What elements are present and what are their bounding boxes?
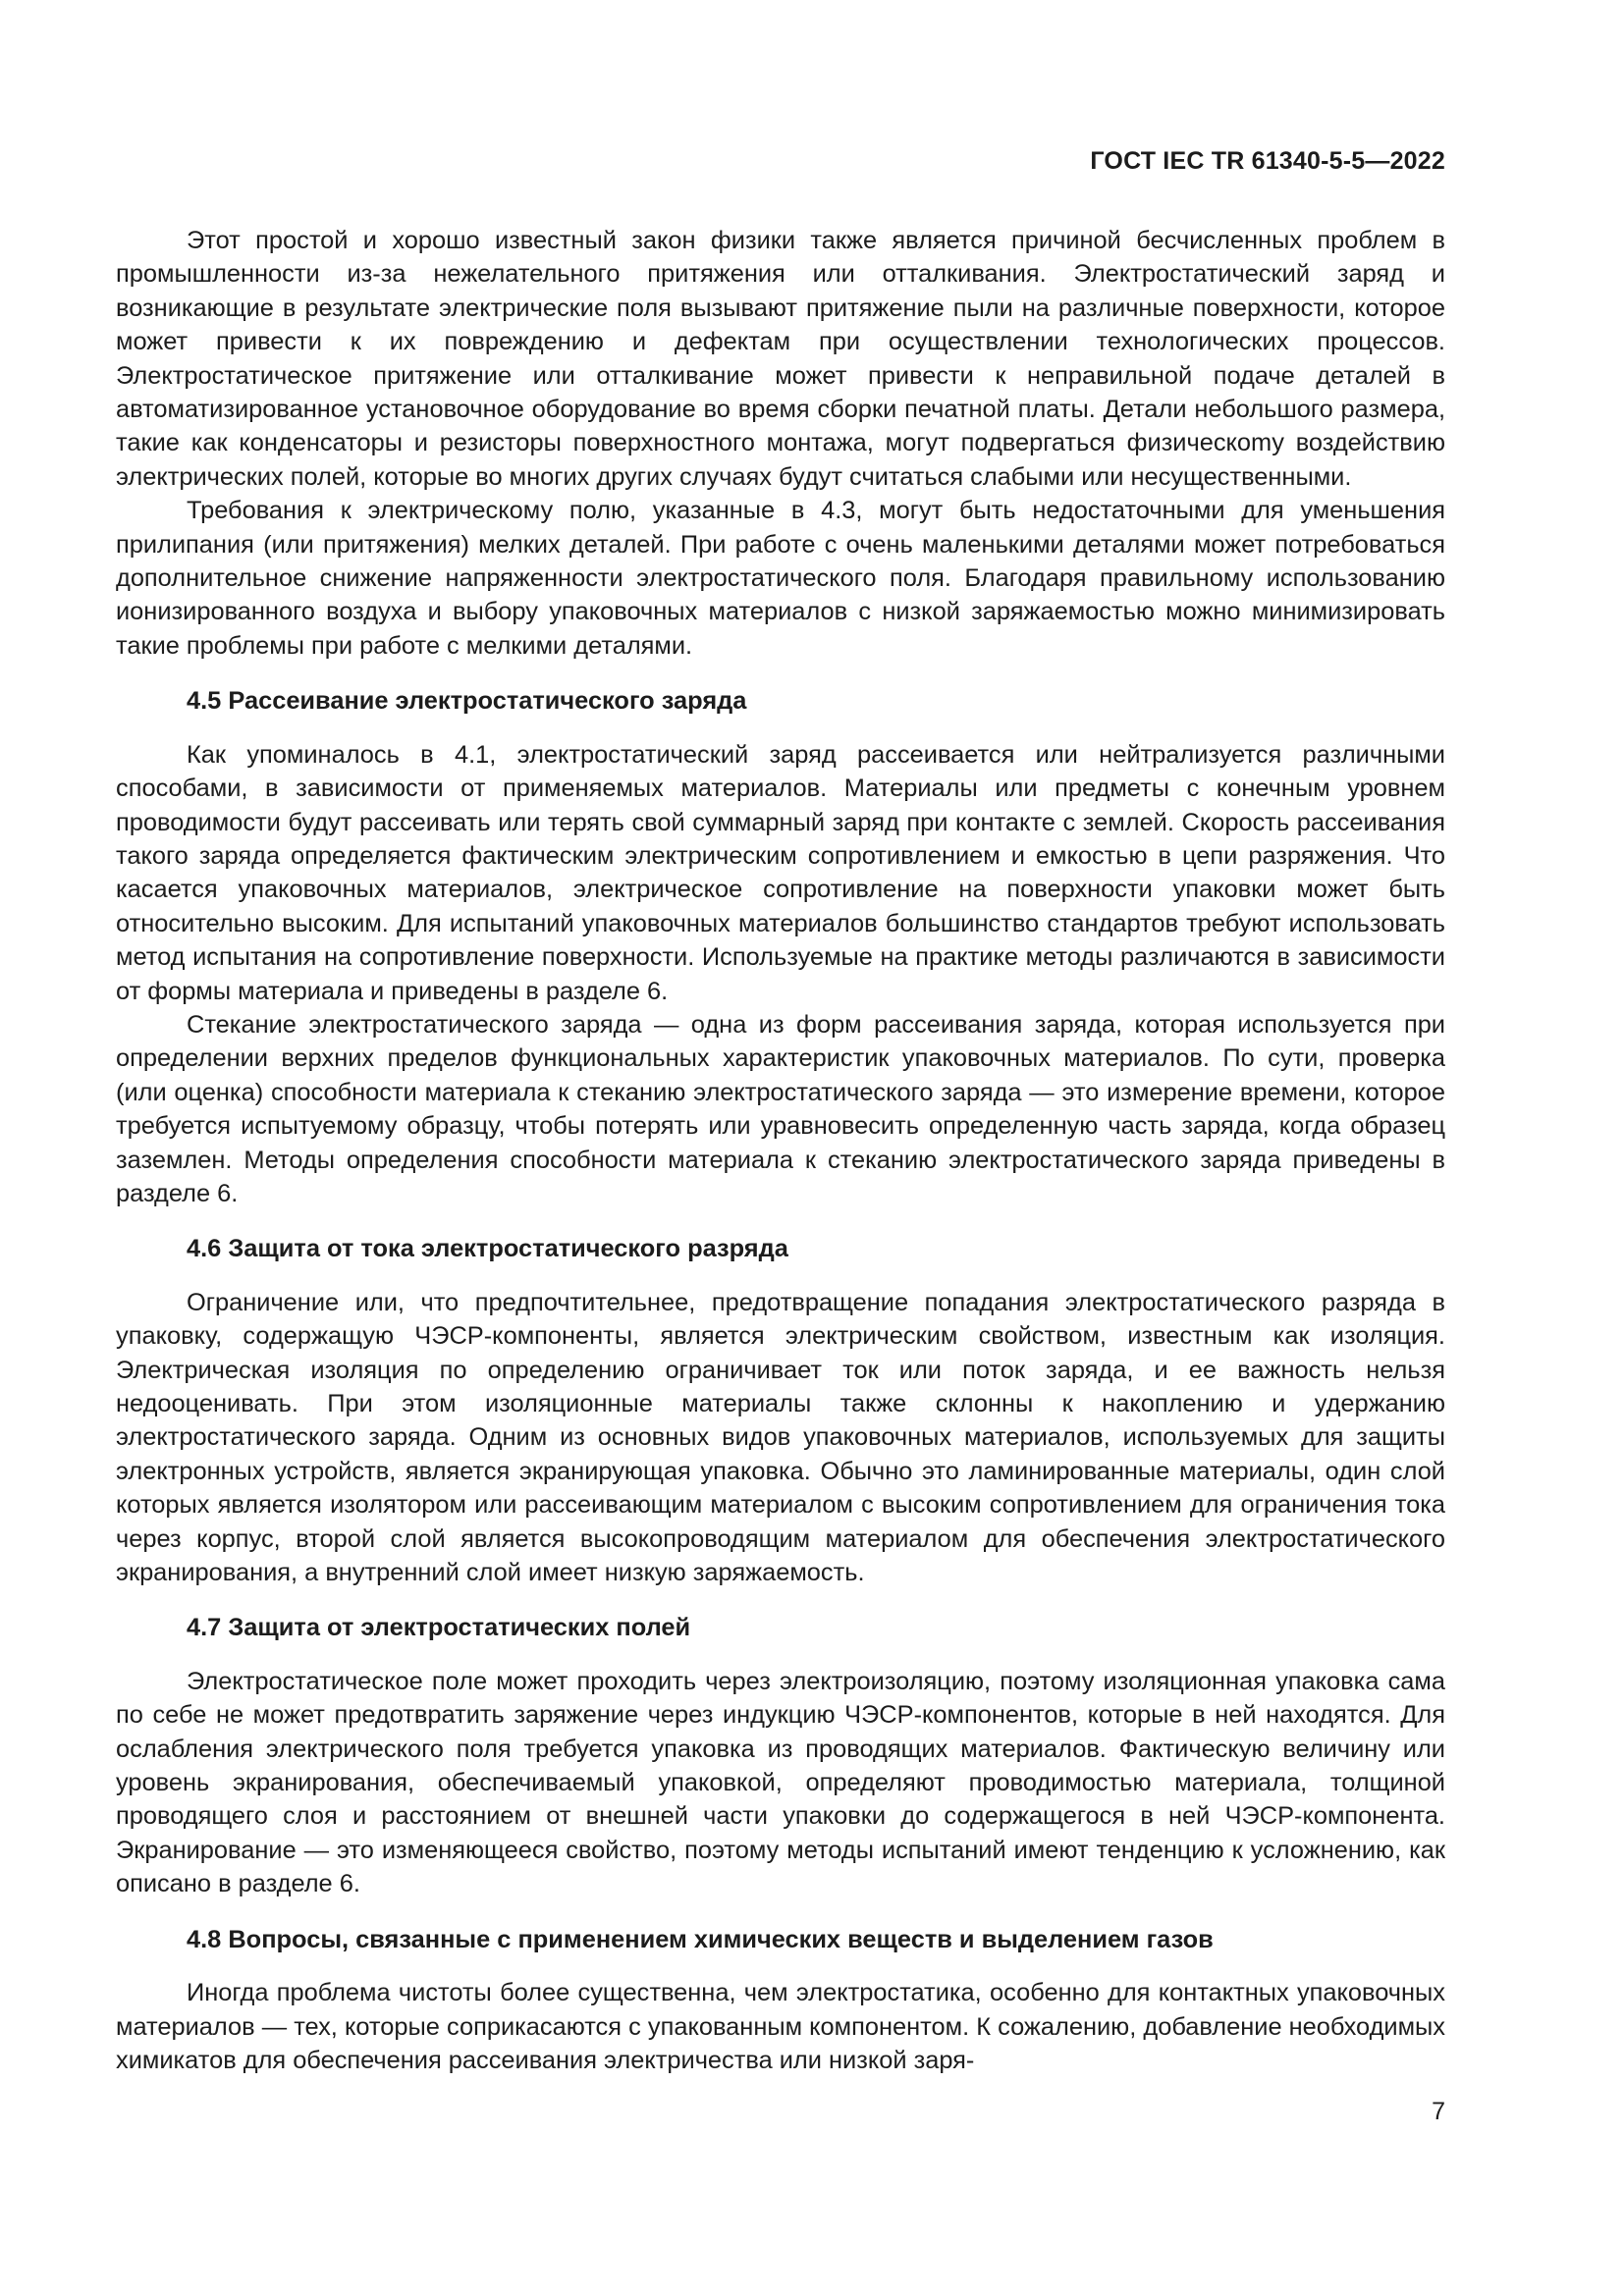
document-header: ГОСТ IEC TR 61340-5-5—2022 [1090,147,1445,175]
paragraph-field-protection: Электростатическое поле может проходить через электроизоляцию, поэтому изоляционная упаковка сама по себе не может предотвратить заряжение через индукцию ЧЭСР-компонентов, которые в ней находятся. Для ослабления электрического поля требуется упаковка из проводящих материалов. Фактическую величину или уровень экранирования, обеспечиваемый упаковкой, определяют проводимостью материала, толщиной проводящего слоя и расстоянием от внешней части упаковки до содержащегося в ней ЧЭСР-компонента. Экранирование — это изменяющееся свойство, поэтому методы испытаний имеют тенденцию к усложнению, как описано в разделе 6. [116,1667,1445,1898]
section-heading-4-7: 4.7 Защита от электростатических полей [187,1614,691,1642]
page-number: 7 [1432,2098,1445,2125]
section-heading-4-5: 4.5 Рассеивание электростатического заряда [187,687,747,716]
document-body [116,224,1445,2077]
section-heading-4-6: 4.6 Защита от тока электростатического разряда [187,1235,788,1263]
paragraph-dissipation: Как упоминалось в 4.1, электростатический заряд рассеивается или нейтрализуется различными способами, в зависимости от применяемых материалов. Материалы или предметы с конечным уровнем проводимости будут рассеивать или терять свой суммарный заряд при контакте с землей. Скорость рассеивания такого заряда определяется фактическим электрическим сопротивлением и емкостью в цепи разряжения. Что касается упаковочных материалов, электрическое сопротивление на поверхности упаковки может быть относительно высоким. Для испытаний упаковочных материалов большинство стандартов требуют использовать метод испытания на сопротивление поверхности. Используемые на практике методы различаются в зависимости от формы материала и приведены в разделе 6. [116,740,1445,1005]
paragraph-discharge-protection: Ограничение или, что предпочтительнее, предотвращение попадания электростатического разряда в упаковку, содержащую ЧЭСР-компоненты, является электрическим свойством, известным как изоляция. Электрическая изоляция по определению ограничивает ток или поток заряда, и ее важность нельзя недооценивать. При этом изоляционные материалы также склонны к накоплению и удержанию электростатического заряда. Одним из основных видов упаковочных материалов, используемых для защиты электронных устройств, является экранирующая упаковка. Обычно это ламинированные материалы, один слой которых является изолятором или рассеивающим материалом с высоким сопротивлением для ограничения тока через корпус, второй слой является высокопроводящим материалом для обеспечения электростатического экранирования, а внутренний слой имеет низкую заряжаемость. [116,1288,1445,1587]
paragraph-field-requirements: Требования к электрическому полю, указанные в 4.3, могут быть недостаточными для уменьшения прилипания (или притяжения) мелких деталей. При работе с очень маленькими деталями может потребоваться дополнительное снижение напряженности электростатического поля. Благодаря правильному использованию ионизированного воздуха и выбору упаковочных материалов с низкой заряжаемостью можно минимизировать такие проблемы при работе с мелкими деталями. [116,497,1445,660]
paragraph-chemical-issues: Иногда проблема чистоты более существенна, чем электростатика, особенно для контактных упаковочных материалов — тех, которые соприкасаются с упакованным компонентом. К сожалению, добавление необходимых химикатов для обеспечения рассеивания электричества или низкой заря- [116,1979,1445,2074]
section-heading-4-8: 4.8 Вопросы, связанные с применением химических веществ и выделением газов [187,1925,1214,1953]
paragraph-intro: Этот простой и хорошо известный закон физики также является причиной бесчисленных проблем в промышленности из-за нежелательного притяжения или отталкивания. Электростатический заряд и возникающие в результате электрические поля вызывают притяжение пыли на различные поверхности, которое может привести к их повреждению и дефектам при осуществлении технологических процессов. Электростатическое притяжение или отталкивание может привести к неправильной подаче деталей в автоматизированное установочное оборудование во время сборки печатной платы. Детали небольшого размера, такие как конденсаторы и резисторы поверхностного монтажа, могут подвергаться физическоmу воздействию электрических полей, которые во многих других случаях будут считаться слабыми или несущественными. [116,227,1445,491]
paragraph-charge-decay: Стекание электростатического заряда — одна из форм рассеивания заряда, которая используется при определении верхних пределов функциональных характеристик упаковочных материалов. По сути, проверка (или оценка) способности материала к стеканию электростатического заряда — это измерение времени, которое требуется испытуемому образцу, чтобы потерять или уравновесить определенную часть заряда, когда образец заземлен. Методы определения способности материала к стеканию электростатического заряда приведены в разделе 6. [116,1010,1445,1207]
